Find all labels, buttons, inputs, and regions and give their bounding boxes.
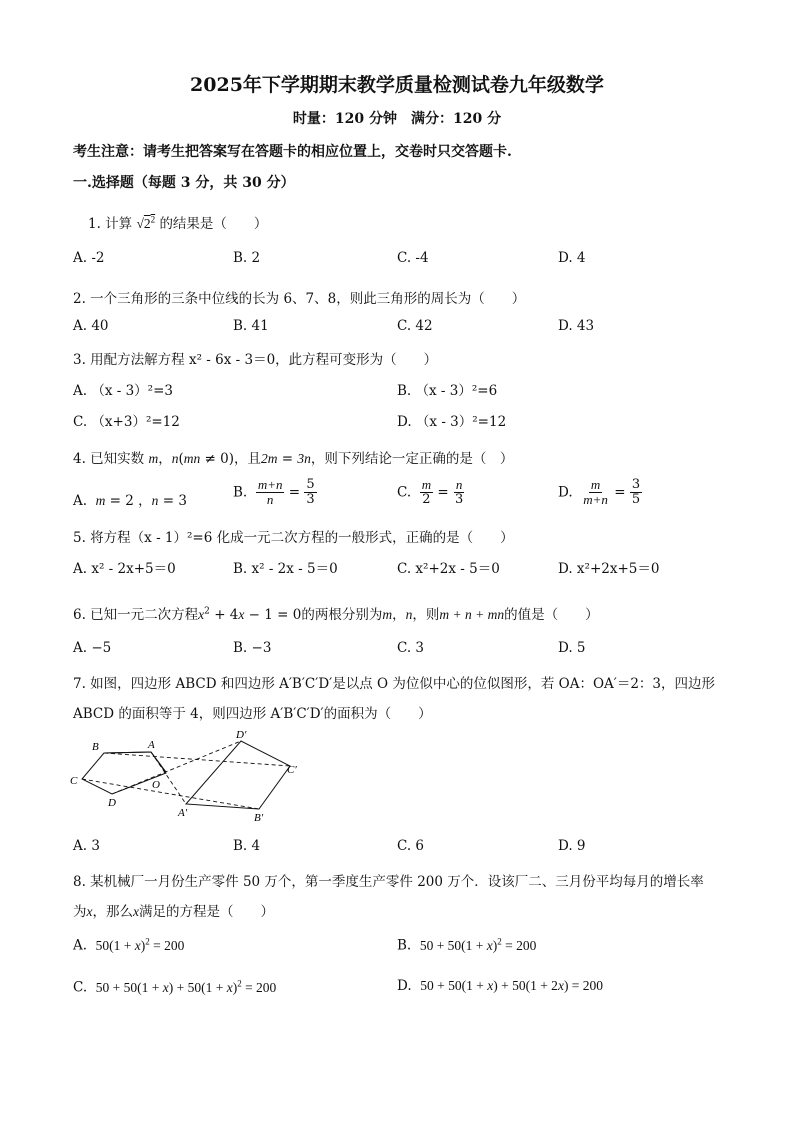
exam-notice: 考生注意：请考生把答案写在答题卡的相应位置上，交卷时只交答题卡. <box>73 144 512 160</box>
option-a: A. x² - 2x+5＝0 <box>73 561 176 577</box>
question-4-stem-mid: ，且 <box>234 451 261 467</box>
label-C-prime: C′ <box>287 764 297 776</box>
question-7-line-2: ABCD 的面积等于 4，则四边形 A′B′C′D′的面积为（ ） <box>73 706 432 722</box>
option-b: B. 41 <box>233 318 269 334</box>
option-d: D. x²+2x+5＝0 <box>558 561 660 577</box>
question-2: 2. 一个三角形的三条中位线的长为 6、7、8，则此三角形的周长为（ ） <box>73 291 526 307</box>
option-a: A. −5 <box>73 640 112 656</box>
option-a: A. $50(1 + x)^2 = 200$ <box>73 936 185 954</box>
option-b: B. （x - 3）²=6 <box>397 383 498 399</box>
label-A: A <box>148 739 155 751</box>
question-8-line-2: 为x，那么x满足的方程是（ ） <box>73 904 274 920</box>
question-6: 6. 已知一元二次方程$x^2 + 4x - 1 = 0$的两根分别为m，n，则m + n + mn的值是（ ） <box>73 606 599 623</box>
option-c: C. -4 <box>397 250 429 266</box>
option-a: A. 3 <box>73 838 100 854</box>
label-D: D <box>108 797 116 809</box>
option-c: C. （x+3）²=12 <box>73 414 180 430</box>
question-4: 4. 已知实数 m，n(mn ≠ 0)，且2m = 3n，则下列结论一定正确的是（ ） <box>73 451 514 467</box>
question-1-stem-post: 的结果是（ ） <box>159 216 268 232</box>
math-expr: m <box>148 451 159 466</box>
label-D-prime: D′ <box>236 729 247 741</box>
label-O: O <box>152 779 160 791</box>
question-1 <box>88 212 267 232</box>
question-4-stem-post: ，则下列结论一定正确的是（ ） <box>310 451 514 467</box>
label-C: C <box>70 775 78 787</box>
option-a: A. （x - 3）²=3 <box>73 383 173 399</box>
question-8-line-1: 8. 某机械厂一月份生产零件 50 万个，第一季度生产零件 200 万个．设该厂二、三月份平均每月的增长率 <box>73 874 704 890</box>
option-a: A. m = 2 ，n = 3 <box>73 493 187 509</box>
option-b: B. 4 <box>233 838 261 854</box>
label-B-prime: B′ <box>254 812 264 824</box>
option-d: D. 5 <box>558 640 586 656</box>
option-b: B. x² - 2x - 5＝0 <box>233 561 338 577</box>
option-c: C. 42 <box>397 318 433 334</box>
option-d: D. 9 <box>558 838 586 854</box>
page-title: 2025年下学期期末教学质量检测试卷九年级数学 <box>190 74 604 96</box>
question-4-stem-pre: 4. 已知实数 <box>73 451 145 467</box>
option-b: B. $50 + 50(1 + x)^2 = 200$ <box>397 936 537 954</box>
label-A-prime: A′ <box>178 807 188 819</box>
option-c: C. 6 <box>397 838 425 854</box>
option-d: D. 50 + 50(1 + x) + 50(1 + 2x) = 200 <box>397 978 604 994</box>
option-c: C. $50 + 50(1 + x) + 50(1 + x)^2 = 200$ <box>73 978 277 996</box>
option-b: B. −3 <box>233 640 272 656</box>
option-c: C. $\frac{m}{2}$ = $\frac{n}{3}$ <box>397 477 464 508</box>
question-1-stem-pre: 1. 计算 <box>88 216 133 232</box>
question-5: 5. 将方程（x - 1）²=6 化成一元二次方程的一般形式，正确的是（ ） <box>73 530 514 546</box>
label-B: B <box>92 741 99 753</box>
option-c: C. 3 <box>397 640 425 656</box>
homothety-figure <box>66 728 316 828</box>
option-d: D. $\frac{m}{m+n}$ = $\frac{3}{5}$ <box>558 477 641 508</box>
question-3: 3. 用配方法解方程 x² - 6x - 3＝0，此方程可变形为（ ） <box>73 352 438 368</box>
question-7-line-1: 7. 如图，四边形 ABCD 和四边形 A′B′C′D′是以点 O 为位似中心的位似图形，若 OA：OA′＝2：3，四边形 <box>73 676 716 692</box>
exam-duration-score: 时量：120 分钟 满分：120 分 <box>292 111 502 127</box>
sqrt-expression: $√2^2$ <box>136 214 156 231</box>
option-c: C. x²+2x - 5＝0 <box>397 561 500 577</box>
section-heading: 一.选择题（每题 3 分，共 30 分） <box>73 175 295 191</box>
option-a: A. -2 <box>73 250 105 266</box>
option-b: B. $\frac{m+n}{n}$ = $\frac{5}{3}$ <box>233 477 315 508</box>
option-d: D. （x - 3）²=12 <box>397 414 507 430</box>
option-d: D. 4 <box>558 250 586 266</box>
option-b: B. 2 <box>233 250 261 266</box>
option-d: D. 43 <box>558 318 595 334</box>
option-a: A. 40 <box>73 318 109 334</box>
